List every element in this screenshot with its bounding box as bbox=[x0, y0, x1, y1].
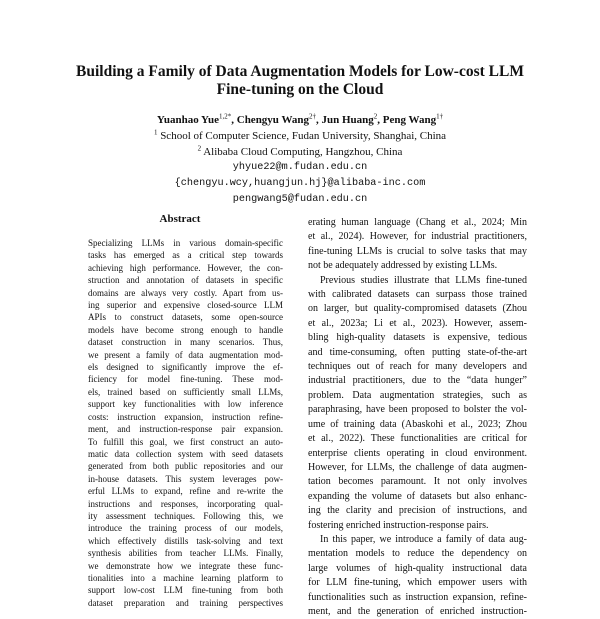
body-line: and time-consuming, often putting state-of-the-art bbox=[308, 346, 527, 358]
body-line: fostering enriched instruction-response pairs. bbox=[308, 519, 489, 531]
body-line: expanding the volume of datasets but also enhanc- bbox=[308, 490, 527, 502]
abstract-line: we present a family of data augmentation mod- bbox=[88, 349, 283, 360]
body-line: paraphrasing, have been proposed to bolster the vol- bbox=[308, 404, 527, 416]
abstract-line: introduce the training process of our models, bbox=[88, 523, 283, 534]
right-column-body bbox=[308, 216, 527, 619]
abstract-line: APIs to construct datasets, some open-source bbox=[88, 312, 283, 323]
body-line: not be adequately addressed by existing LLMs. bbox=[308, 260, 498, 272]
abstract-line: ment, and instruction-response pair expansion. bbox=[88, 424, 283, 435]
author-1: Yuanhao Yue bbox=[156, 114, 219, 126]
abstract-line: dataset preparation and training perspectives bbox=[88, 597, 283, 608]
body-line: functionalities such as instruction expansion, refine- bbox=[308, 591, 527, 603]
abstract-line: ity assessment techniques. Following this, we bbox=[88, 510, 283, 521]
abstract-heading: Abstract bbox=[159, 213, 201, 225]
abstract-line: erful LLMs to expand, refine and re-write the bbox=[88, 486, 283, 497]
abstract-line: els, trained based on sufficiently small LLMs, bbox=[88, 386, 283, 397]
abstract-line: costs: instruction expansion, instruction refine- bbox=[88, 411, 283, 422]
body-line: large volumes of high-quality instructional data bbox=[308, 562, 527, 574]
body-line: In this paper, we introduce a family of data aug- bbox=[320, 533, 527, 545]
abstract-line: which effectively distills task-solving and text bbox=[88, 535, 283, 546]
abstract-line: tionalities into a machine learning platform to bbox=[88, 572, 283, 583]
body-line: ume of training data (Abaskohi et al., 2023; Zhou bbox=[308, 418, 527, 430]
abstract-line: dataset construction in many scenarios. Thus, bbox=[88, 337, 283, 348]
body-line: fine-tuning LLMs is crucial to solve tasks that may bbox=[308, 245, 527, 257]
affiliation-1 bbox=[60, 128, 540, 144]
abstract-line: els designed to significantly improve the ef- bbox=[88, 362, 283, 373]
abstract-line: models have become strong enough to handle bbox=[88, 324, 283, 335]
abstract-line: tasks has emerged as a critical step towards bbox=[88, 250, 283, 261]
abstract-line: instructions and responses, incorporating qual- bbox=[88, 498, 283, 509]
body-line: bling high-quality datasets is expensive, tedious bbox=[308, 332, 527, 344]
abstract-line: Specializing LLMs in various domain-specific bbox=[88, 238, 283, 248]
abstract-line: generated from both public repositories and our bbox=[88, 461, 283, 472]
body-line: for LLM fine-tuning, which empower users with bbox=[308, 577, 527, 589]
affiliation-2-mark: 2 bbox=[197, 144, 202, 153]
body-line: et al., 2023a; Li et al., 2023). However, assem- bbox=[308, 317, 527, 329]
body-line: mentation models to reduce the dependency on bbox=[308, 548, 527, 560]
abstract-line: in-house datasets. This system leverages pow- bbox=[88, 473, 283, 484]
abstract-line: synthesis abilities from teacher LLMs. Finally, bbox=[88, 548, 283, 559]
body-line: with calibrated datasets can surpass those trained bbox=[308, 289, 527, 301]
abstract-line: achieving high performance. However, the con- bbox=[88, 262, 283, 273]
abstract-line: domains are always very costly. Apart from us- bbox=[88, 287, 283, 298]
abstract-line: ing superior and expensive closed-source LLM bbox=[88, 300, 283, 311]
affiliation-2 bbox=[60, 144, 540, 160]
abstract-line: To fulfill this goal, we first construct an auto- bbox=[88, 436, 283, 447]
body-line: et al., 2022). These functionalities are critical for bbox=[308, 433, 527, 445]
abstract-line: we demonstrate how we integrate these func- bbox=[88, 560, 283, 571]
body-line: on larger, but quality-compromised datasets (Zhou bbox=[308, 303, 527, 315]
abstract-line: support low-cost LLM fine-tuning from both bbox=[88, 585, 283, 596]
author-block bbox=[60, 112, 540, 208]
email-1: yhyue22@m.fudan.edu.cn bbox=[232, 162, 368, 173]
email-2: {chengyu.wcy,huangjun.hj}@alibaba-inc.com bbox=[174, 178, 426, 189]
abstract-line: struction and annotation of datasets in specific bbox=[88, 275, 283, 286]
abstract-body bbox=[88, 237, 283, 609]
author-4: Peng Wang bbox=[382, 114, 437, 126]
paper-title bbox=[60, 63, 540, 99]
affiliation-1-text: School of Computer Science, Fudan University, Shanghai, China bbox=[160, 130, 447, 142]
author-2-mark: 2† bbox=[309, 112, 316, 121]
title-line-1: Building a Family of Data Augmentation Models for Low-cost LLM bbox=[76, 63, 524, 80]
abstract-line: matic data collection system with seed datasets bbox=[88, 448, 283, 459]
body-line: Previous studies illustrate that LLMs fine-tuned bbox=[320, 274, 527, 286]
body-line: ment, and the generation of enriched instruction- bbox=[308, 605, 527, 617]
abstract-line: ficiency for model fine-tuning. These mod- bbox=[88, 374, 283, 385]
abstract-line: support key functionalities with low inference bbox=[88, 399, 283, 410]
title-line-2: Fine-tuning on the Cloud bbox=[216, 81, 384, 98]
body-line: erating human language (Chang et al., 2024; Min bbox=[308, 217, 527, 228]
affiliation-1-mark: 1 bbox=[153, 128, 158, 137]
author-3: Jun Huang bbox=[321, 114, 374, 126]
author-3-mark: 2 bbox=[373, 112, 378, 121]
author-2: Chengyu Wang bbox=[236, 114, 309, 126]
body-line: problem. Data augmentation strategies, such as bbox=[308, 389, 527, 401]
body-line: ing the clarity and precision of instructions, and bbox=[308, 505, 527, 517]
author-4-mark: 1† bbox=[436, 112, 444, 121]
body-line: However, for LLMs, the challenge of data augmen- bbox=[308, 461, 527, 473]
body-line: et al., 2024). However, for industrial practitioners, bbox=[308, 231, 527, 243]
body-line: industrial practitioners, due to the “data hunger” bbox=[308, 375, 527, 387]
author-names: Yuanhao Yue$^{1,2*}$, Chengyu Wang$^{2\dagger}$, Jun Huang$^2$, Peng Wang$^{1\dagger}$ bbox=[156, 112, 444, 126]
author-1-mark: 1,2* bbox=[219, 112, 232, 121]
body-line: enterprise clients operating in cloud environment. bbox=[308, 447, 527, 459]
body-line: tation becomes paramount. It not only involves bbox=[308, 476, 527, 488]
email-3: pengwang5@fudan.edu.cn bbox=[232, 194, 368, 205]
body-line: techniques out of reach for many developers and bbox=[308, 361, 527, 373]
affiliation-2-text: Alibaba Cloud Computing, Hangzhou, China bbox=[203, 146, 403, 158]
